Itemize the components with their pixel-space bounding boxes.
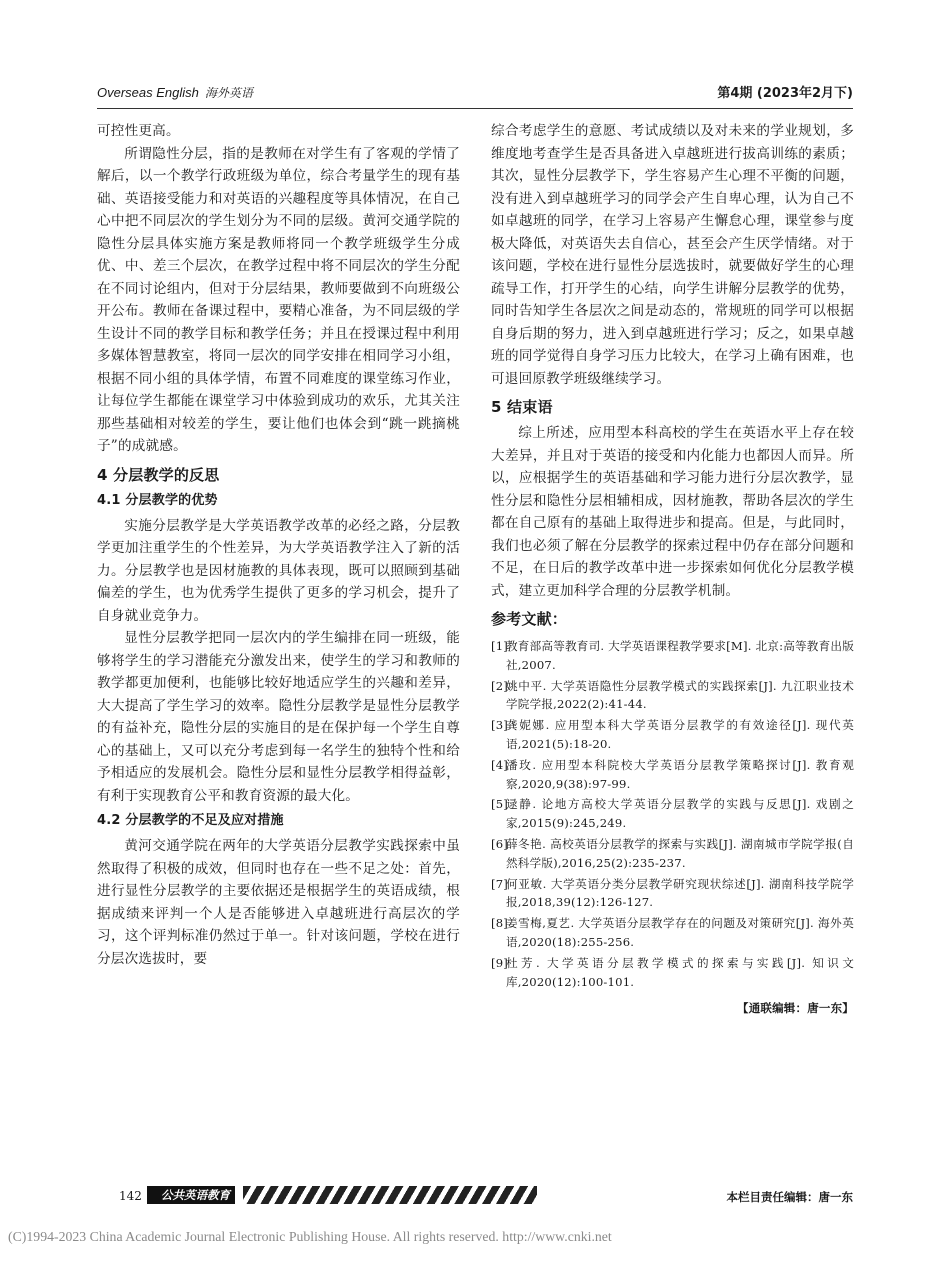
reference-item: [491, 954, 854, 992]
banner-stripes: [243, 1186, 537, 1204]
page-footer: [97, 1186, 853, 1208]
paragraph: 所谓隐性分层，指的是教师在对学生有了客观的学情了解后，以一个教学行政班级为单位，综合考量学生的现有基础、英语接受能力和对英语的兴趣程度等具体情况，在自己心中把不同层次的学生划分为不同的层级。黄河交通学院的隐性分层具体实施方案是教师将同一个教学班级学生分成优、中、差三个层次，在教学过程中将不同层次的学生分配在不同讨论组内，但对于分层结果，教师要做到不向班级公开公布。教师在备课过程中，要精心准备，为不同层级的学生设计不同的教学目标和教学任务；并且在授课过程中利用多媒体智慧教室，将同一层次的同学安排在相同学习小组，根据不同小组的具体学情，布置不同难度的课堂练习作业，让每位学生都能在课堂学习中体验到成功的欢乐，尤其关注那些基础相对较差的学生，要让他们也体会到“跳一跳摘桃子”的成就感。: [97, 145, 460, 454]
reference-item: [491, 637, 854, 675]
reference-text: 逯静. 论地方高校大学英语分层教学的实践与反思[J]. 戏剧之家,2015(9):245,249.: [506, 797, 854, 831]
reference-number: [2]: [491, 678, 509, 693]
left-column: [97, 120, 460, 970]
reference-item: [491, 875, 854, 913]
section-heading-5: 5 结束语: [491, 398, 553, 416]
journal-name-cn: 海外英语: [204, 86, 253, 100]
reference-text: 潘玫. 应用型本科院校大学英语分层教学策略探讨[J]. 教育观察,2020,9(38):97-99.: [506, 757, 854, 791]
reference-number: [8]: [491, 916, 509, 931]
reference-number: [4]: [491, 757, 509, 772]
paragraph: 可控性更高。: [97, 123, 180, 139]
references-heading: 参考文献：: [491, 610, 568, 628]
paragraph: 综上所述，应用型本科高校的学生在英语水平上存在较大差异，并且对于英语的接受和内化能力也都因人而异。所以，应根据学生的英语基础和学习能力进行分层次教学，显性分层和隐性分层相辅相成，因材施教，帮助各层次的学生都在自己原有的基础上取得进步和提高。但是，与此同时，我们也必须了解在分层教学的探索过程中仍存在部分问题和不足，在日后的教学改革中进一步探索如何优化分层教学模式，建立更加科学合理的分层教学机制。: [491, 425, 854, 599]
paragraph: 黄河交通学院在两年的大学英语分层教学实践探索中虽然取得了积极的成效，但同时也存在一些不足之处：首先，进行显性分层教学的主要依据还是根据学生的英语成绩，根据成绩来评判一个人是否能够进入卓越班进行高层次的学习，这个评判标准仍然过于单一。针对该问题，学校在进行分层次选拔时，要: [97, 838, 460, 967]
reference-item: [491, 835, 854, 873]
reference-text: 何亚敏. 大学英语分类分层教学研究现状综述[J]. 湖南科技学院学报,2018,39(12):126-127.: [506, 876, 854, 910]
journal-name: [97, 84, 253, 101]
reference-text: 薛冬艳. 高校英语分层教学的探索与实践[J]. 湖南城市学院学报(自然科学版),2016,25(2):235-237.: [506, 836, 854, 870]
reference-item: [491, 677, 854, 715]
reference-item: [491, 914, 854, 952]
subsection-heading-4-2: 4.2 分层教学的不足及应对措施: [97, 813, 284, 828]
liaison-editor-note: 【通联编辑：唐一东】: [737, 1001, 854, 1016]
issue-info: 第4期 (2023年2月下): [717, 86, 853, 101]
reference-text: 姜雪梅,夏艺. 大学英语分层教学存在的问题及对策研究[J]. 海外英语,2020(18):255-256.: [506, 916, 854, 949]
column-editor: 本栏目责任编辑：唐一东: [726, 1190, 853, 1204]
header-divider: [97, 108, 853, 109]
reference-text: 姚中平. 大学英语隐性分层教学模式的实践探索[J]. 九江职业技术学院学报,2022(2):41-44.: [506, 678, 854, 712]
section-heading-4: 4 分层教学的反思: [97, 465, 220, 484]
column-banner-label: 公共英语教育: [147, 1186, 235, 1204]
page-number: 142: [119, 1189, 142, 1203]
reference-number: [9]: [491, 955, 509, 970]
reference-list: [491, 637, 854, 991]
reference-number: [7]: [491, 876, 509, 891]
reference-number: [5]: [491, 797, 509, 812]
journal-name-en: Overseas English: [97, 85, 199, 100]
reference-text: 杜芳. 大学英语分层教学模式的探索与实践[J]. 知识文库,2020(12):100-101.: [506, 955, 854, 989]
reference-item: [491, 716, 854, 754]
subsection-heading-4-1: 4.1 分层教学的优势: [97, 492, 218, 508]
reference-text: 龚妮娜. 应用型本科大学英语分层教学的有效途径[J]. 现代英语,2021(5):18-20.: [506, 718, 854, 751]
reference-number: [1]: [491, 639, 509, 653]
column-banner: [147, 1186, 537, 1204]
reference-number: [6]: [491, 836, 509, 851]
reference-item: [491, 756, 854, 794]
page-header: [97, 82, 853, 104]
reference-item: [491, 795, 854, 833]
right-column: [491, 120, 854, 1020]
reference-text: 教育部高等教育司. 大学英语课程教学要求[M]. 北京:高等教育出版社,2007.: [506, 639, 854, 672]
reference-number: [3]: [491, 718, 509, 733]
copyright-notice: (C)1994-2023 China Academic Journal Electronic Publishing House. All rights reserved. http://www.cnki.net: [8, 1229, 612, 1244]
paragraph: 实施分层教学是大学英语教学改革的必经之路，分层教学更加注重学生的个性差异，为大学英语教学注入了新的活力。分层教学也是因材施教的具体表现，既可以照顾到基础偏差的学生，也为优秀学生提供了更多的学习机会，提升了自身就业竞争力。: [97, 517, 460, 624]
paragraph: 综合考虑学生的意愿、考试成绩以及对未来的学业规划，多维度地考查学生是否具备进入卓越班进行拔高训练的素质；其次，显性分层教学下，学生容易产生心理不平衡的问题，没有进入到卓越班学习的同学会产生自卑心理，认为自己不如卓越班的同学，在学习上容易产生懈怠心理，课堂参与度极大降低，对英语失去自信心，甚至会产生厌学情绪。对于该问题，学校在进行显性分层选拔时，就要做好学生的心理疏导工作，打开学生的心结，向学生讲解分层教学的优势，同时告知学生各层次之间是动态的，常规班的同学可以根据自身后期的努力，进入到卓越班进行学习；反之，如果卓越班的同学觉得自身学习压力比较大，在学习上确有困难，也可退回原教学班级继续学习。: [491, 123, 854, 387]
paragraph: 显性分层教学把同一层次内的学生编排在同一班级，能够将学生的学习潜能充分激发出来，使学生的学习和教师的教学都更加便利，也能够比较好地适应学生的兴趣和差异，大大提高了学生学习的效率。隐性分层教学是显性分层教学的有益补充，隐性分层的实施目的是在保护每一个学生自尊心的基础上，又可以充分考虑到每一名学生的独特个性和给予相适应的发展机会。隐性分层和显性分层教学相得益彰，有利于实现教育公平和教育资源的最大化。: [97, 630, 460, 804]
